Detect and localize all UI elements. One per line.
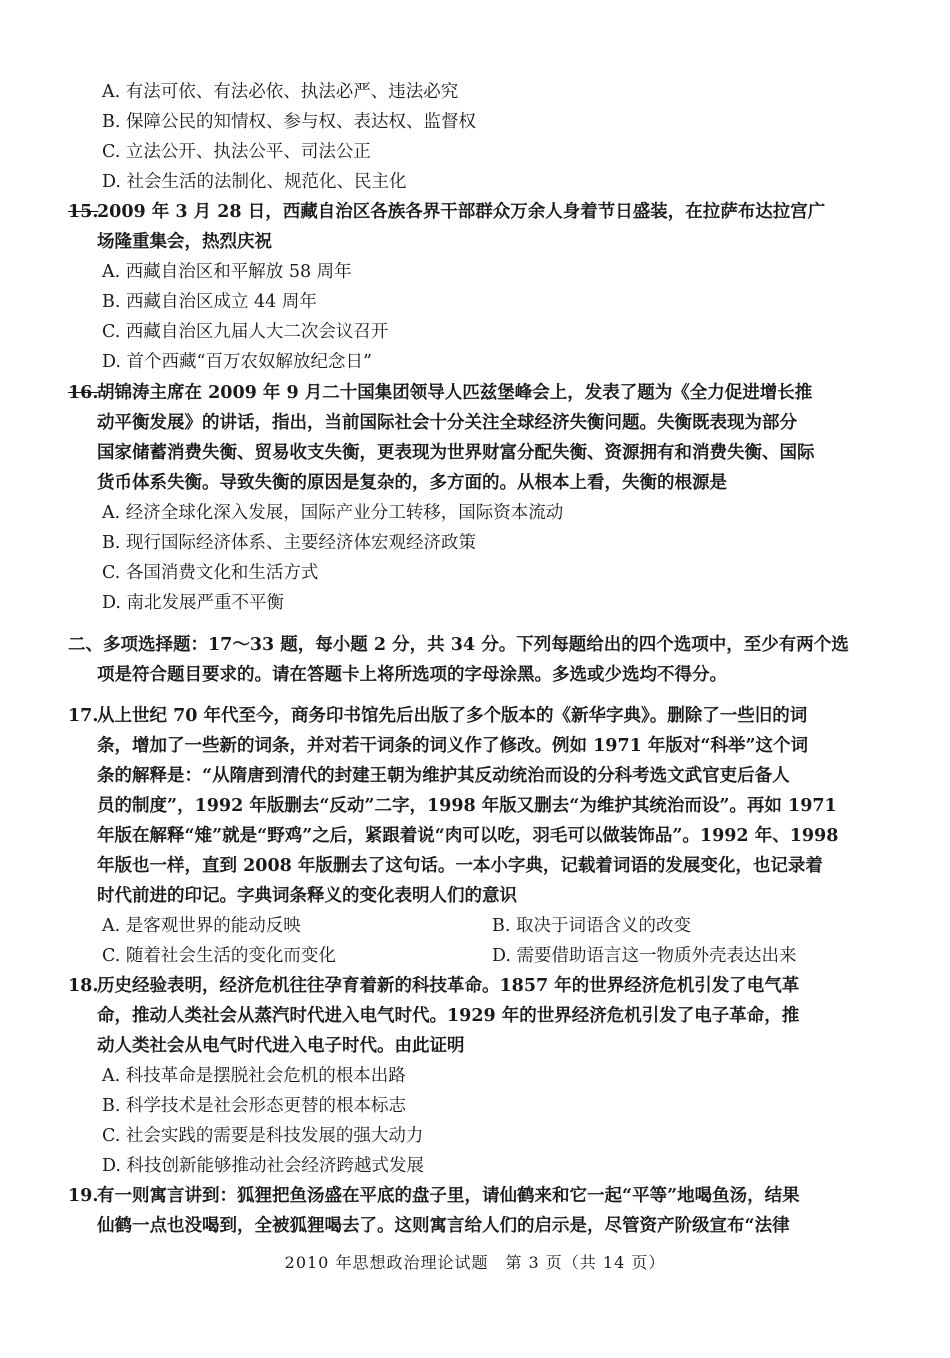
q16-stem-line-1: 16.胡锦涛主席在 2009 年 9 月二十国集团领导人匹兹堡峰会上，发表了题为《全力促进增长推 [68,383,813,403]
q14-option-c: C. 立法公开、执法公平、司法公正 [102,142,371,162]
q16-option-c: C. 各国消费文化和生活方式 [102,563,319,583]
section2-title-line-1: 二、多项选择题：17～33 题，每小题 2 分，共 34 分。下列每题给出的四个选项中，至少有两个选 [68,635,849,655]
q17-number: 17. [68,706,99,726]
q17-stem-line-6: 年版也一样，直到 2008 年版删去了这句话。一本小字典，记载着词语的发展变化，也记录着 [97,856,823,876]
q18-option-d: D. 科技创新能够推动社会经济跨越式发展 [102,1156,425,1176]
q17-option-d: D. 需要借助语言这一物质外壳表达出来 [492,946,797,966]
q17-option-a: A. 是客观世界的能动反映 [102,916,301,936]
q16-option-b: B. 现行国际经济体系、主要经济体宏观经济政策 [102,533,476,553]
page-footer: 2010 年思想政治理论试题 第 3 页（共 14 页） [284,1253,666,1272]
q18-option-c: C. 社会实践的需要是科技发展的强大动力 [102,1126,424,1146]
q17-stem-line-7: 时代前进的印记。字典词条释义的变化表明人们的意识 [97,886,517,906]
q19-number: 19. [68,1186,99,1206]
q16-option-d: D. 南北发展严重不平衡 [102,593,285,613]
q18-stem-line-1: 18.历史经验表明，经济危机往往孕育着新的科技革命。1857 年的世界经济危机引发了电气革 [68,976,800,996]
q18-option-a: A. 科技革命是摆脱社会危机的根本出路 [102,1066,406,1086]
q16-stem-line-2: 动平衡发展》的讲话，指出，当前国际社会十分关注全球经济失衡问题。失衡既表现为部分 [97,413,797,433]
q15-stem-line-1: 15.2009 年 3 月 28 日，西藏自治区各族各界干部群众万余人身着节日盛装，在拉萨布达拉宫广 [68,202,826,222]
q18-number: 18. [68,976,99,996]
q17-stem-line-4: 员的制度”，1992 年版删去“反动”二字，1998 年版又删去“为维护其统治而设”。再如 1971 [97,796,837,816]
q16-option-a: A. 经济全球化深入发展，国际产业分工转移，国际资本流动 [102,503,564,523]
q16-stem-line-4: 货币体系失衡。导致失衡的原因是复杂的，多方面的。从根本上看，失衡的根源是 [97,473,727,493]
q15-number: 15. [68,202,99,222]
q17-option-c: C. 随着社会生活的变化而变化 [102,946,336,966]
q14-option-a: A. 有法可依、有法必依、执法必严、违法必究 [102,82,459,102]
q18-stem-line-2: 命，推动人类社会从蒸汽时代进入电气时代。1929 年的世界经济危机引发了电子革命，推 [97,1006,800,1026]
q17-stem-line-2: 条，增加了一些新的词条，并对若干词条的词义作了修改。例如 1971 年版对“科举”这个词 [97,736,809,756]
q18-option-b: B. 科学技术是社会形态更替的根本标志 [102,1096,406,1116]
q19-stem-line-1: 19.有一则寓言讲到：狐狸把鱼汤盛在平底的盘子里，请仙鹤来和它一起“平等”地喝鱼汤，结果 [68,1186,800,1206]
q15-option-b: B. 西藏自治区成立 44 周年 [102,292,317,312]
q14-option-d: D. 社会生活的法制化、规范化、民主化 [102,172,407,192]
q17-stem-line-1: 17.从上世纪 70 年代至今，商务印书馆先后出版了多个版本的《新华字典》。删除了一些旧的词 [68,706,808,726]
section2-title-line-2: 项是符合题目要求的。请在答题卡上将所选项的字母涂黑。多选或少选均不得分。 [97,665,727,685]
q14-option-b: B. 保障公民的知情权、参与权、表达权、监督权 [102,112,476,132]
q15-option-d: D. 首个西藏“百万农奴解放纪念日” [102,352,372,372]
q16-stem-line-3: 国家储蓄消费失衡、贸易收支失衡，更表现为世界财富分配失衡、资源拥有和消费失衡、国际 [97,443,815,463]
q17-stem-line-5: 年版在解释“雉”就是“野鸡”之后，紧跟着说“肉可以吃，羽毛可以做装饰品”。1992 年、1998 [97,826,839,846]
q15-stem-line-2: 场隆重集会，热烈庆祝 [97,232,272,252]
q16-number: 16. [68,383,99,403]
q19-stem-line-2: 仙鹤一点也没喝到，全被狐狸喝去了。这则寓言给人们的启示是，尽管资产阶级宣布“法律 [97,1216,790,1236]
q15-option-c: C. 西藏自治区九届人大二次会议召开 [102,322,389,342]
q17-option-b: B. 取决于词语含义的改变 [492,916,691,936]
q17-stem-line-3: 条的解释是：“从隋唐到清代的封建王朝为维护其反动统治而设的分科考选文武官吏后备人 [97,766,790,786]
q18-stem-line-3: 动人类社会从电气时代进入电子时代。由此证明 [97,1036,465,1056]
q15-option-a: A. 西藏自治区和平解放 58 周年 [102,262,352,282]
